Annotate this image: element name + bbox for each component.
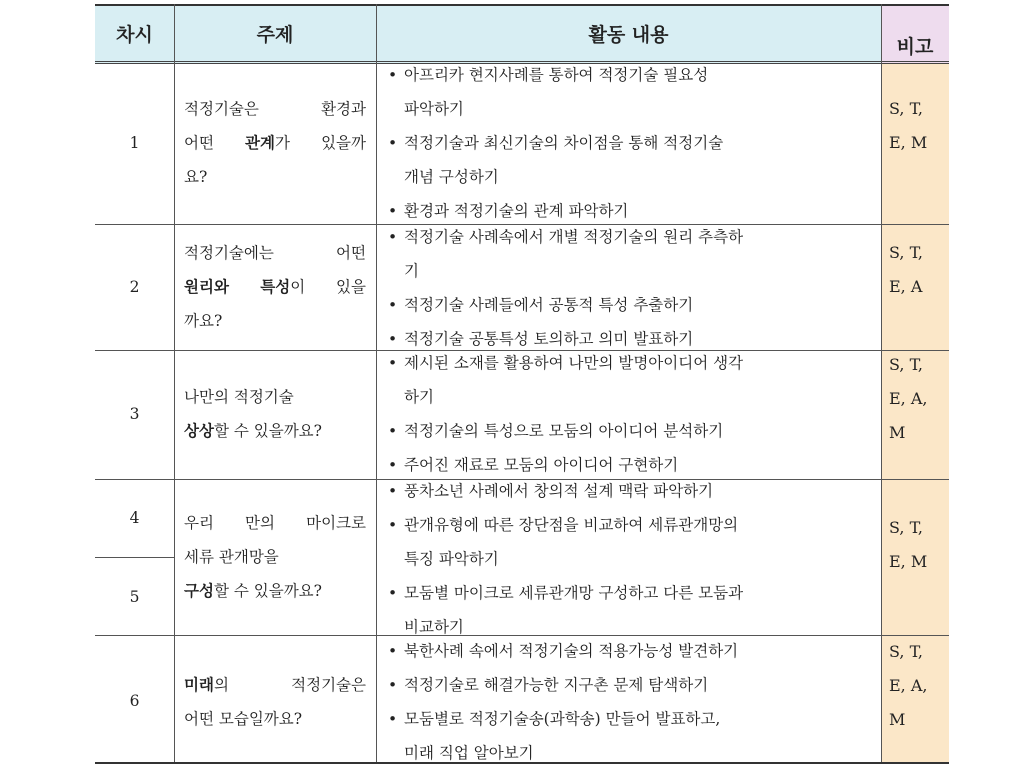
activity-item: • 적정기술 사례속에서 개별 적정기술의 원리 추측하 [382, 220, 877, 254]
note-line: E, M [889, 552, 928, 571]
topic-line: 적정기술은 환경과 [184, 100, 366, 118]
row-6-session: 6 [129, 692, 140, 710]
row-2-activities [382, 220, 877, 356]
activity-item-continued: 파악하기 [404, 100, 464, 118]
activity-item: • 모둠별로 적정기술송(과학송) 만들어 발표하고, [382, 702, 877, 736]
header-activities: 활동 내용 [376, 4, 881, 64]
note-line: S, T, [889, 518, 923, 537]
row-2-topic [184, 236, 366, 338]
note-line: S, T, [889, 99, 923, 118]
row-6-topic [184, 668, 366, 736]
activity-item-continued: 특징 파악하기 [404, 550, 499, 568]
activity-item: • 적정기술로 해결가능한 지구촌 문제 탐색하기 [382, 668, 877, 702]
activity-item: • 환경과 적정기술의 관계 파악하기 [382, 194, 877, 228]
topic-line: 원리와 특성이 있을 [184, 278, 366, 296]
row-3-session: 3 [129, 405, 140, 423]
topic-line: 어떤 관계가 있을까 [184, 134, 366, 152]
note-line: E, A, [889, 676, 928, 695]
activity-item: • 모둠별 마이크로 세류관개망 구성하고 다른 모둠과 [382, 576, 877, 610]
topic-line: 미래의 적정기술은 [184, 676, 366, 694]
note-line: S, T, [889, 642, 923, 661]
topic-line: 적정기술에는 어떤 [184, 244, 366, 262]
row-6-note [889, 635, 947, 737]
row-5-session: 5 [129, 588, 140, 606]
note-line: E, A, [889, 389, 928, 408]
topic-line: 상상할 수 있을까요? [184, 422, 322, 440]
note-line: S, T, [889, 355, 923, 374]
activity-item-continued: 기 [404, 262, 419, 280]
activity-item: • 제시된 소재를 활용하여 나만의 발명아이디어 생각 [382, 346, 877, 380]
activity-item: • 관개유형에 따른 장단점을 비교하여 세류관개망의 [382, 508, 877, 542]
divider [881, 4, 882, 764]
row-2-note [889, 236, 947, 304]
row-1-note [889, 92, 947, 160]
note-line: E, M [889, 133, 928, 152]
activity-item-continued: 하기 [404, 388, 434, 406]
topic-line: 구성할 수 있을까요? [184, 582, 322, 600]
row-1-activities [382, 58, 877, 228]
note-line: S, T, [889, 243, 923, 262]
activity-item: • 주어진 재료로 모둠의 아이디어 구현하기 [382, 448, 877, 482]
activity-item-continued: 미래 직업 알아보기 [404, 744, 534, 762]
topic-line: 세류 관개망을 [184, 548, 279, 566]
topic-line: 나만의 적정기술 [184, 388, 294, 406]
activity-item: • 적정기술과 최신기술의 차이점을 통해 적정기술 [382, 126, 877, 160]
activity-item: • 풍차소년 사례에서 창의적 설계 맥락 파악하기 [382, 474, 877, 508]
row-4-note [889, 511, 947, 579]
row-1-session: 1 [129, 134, 140, 152]
topic-line: 어떤 모습일까요? [184, 710, 303, 728]
topic-line: 까요? [184, 312, 223, 330]
row-2-session: 2 [129, 278, 140, 296]
activity-item: • 적정기술 공통특성 토의하고 의미 발표하기 [382, 322, 877, 356]
row-4-activities [382, 474, 877, 644]
header-session: 차시 [95, 4, 174, 64]
activity-item: • 아프리카 현지사례를 통하여 적정기술 필요성 [382, 58, 877, 92]
row-3-topic [184, 380, 369, 448]
row-divider [95, 557, 174, 558]
row-1-topic [184, 92, 366, 194]
divider [376, 4, 377, 764]
divider [174, 4, 175, 764]
activity-item: • 적정기술의 특성으로 모둠의 아이디어 분석하기 [382, 414, 877, 448]
row-3-activities [382, 346, 877, 482]
topic-line: 우리 만의 마이크로 [184, 514, 366, 532]
activity-item-continued: 비교하기 [404, 618, 464, 636]
header-topic: 주제 [174, 4, 376, 64]
lesson-plan-table [95, 4, 949, 764]
note-line: E, A [889, 277, 923, 296]
header-note: 비고 [881, 4, 949, 64]
activity-item: • 북한사례 속에서 적정기술의 적용가능성 발견하기 [382, 634, 877, 668]
topic-line: 요? [184, 168, 208, 186]
row-6-activities [382, 634, 877, 770]
row-4-topic [184, 506, 366, 608]
row-4-session: 4 [129, 509, 140, 527]
row-3-note [889, 348, 947, 450]
note-line: M [889, 423, 906, 442]
activity-item: • 적정기술 사례들에서 공통적 특성 추출하기 [382, 288, 877, 322]
activity-item-continued: 개념 구성하기 [404, 168, 499, 186]
note-line: M [889, 710, 906, 729]
